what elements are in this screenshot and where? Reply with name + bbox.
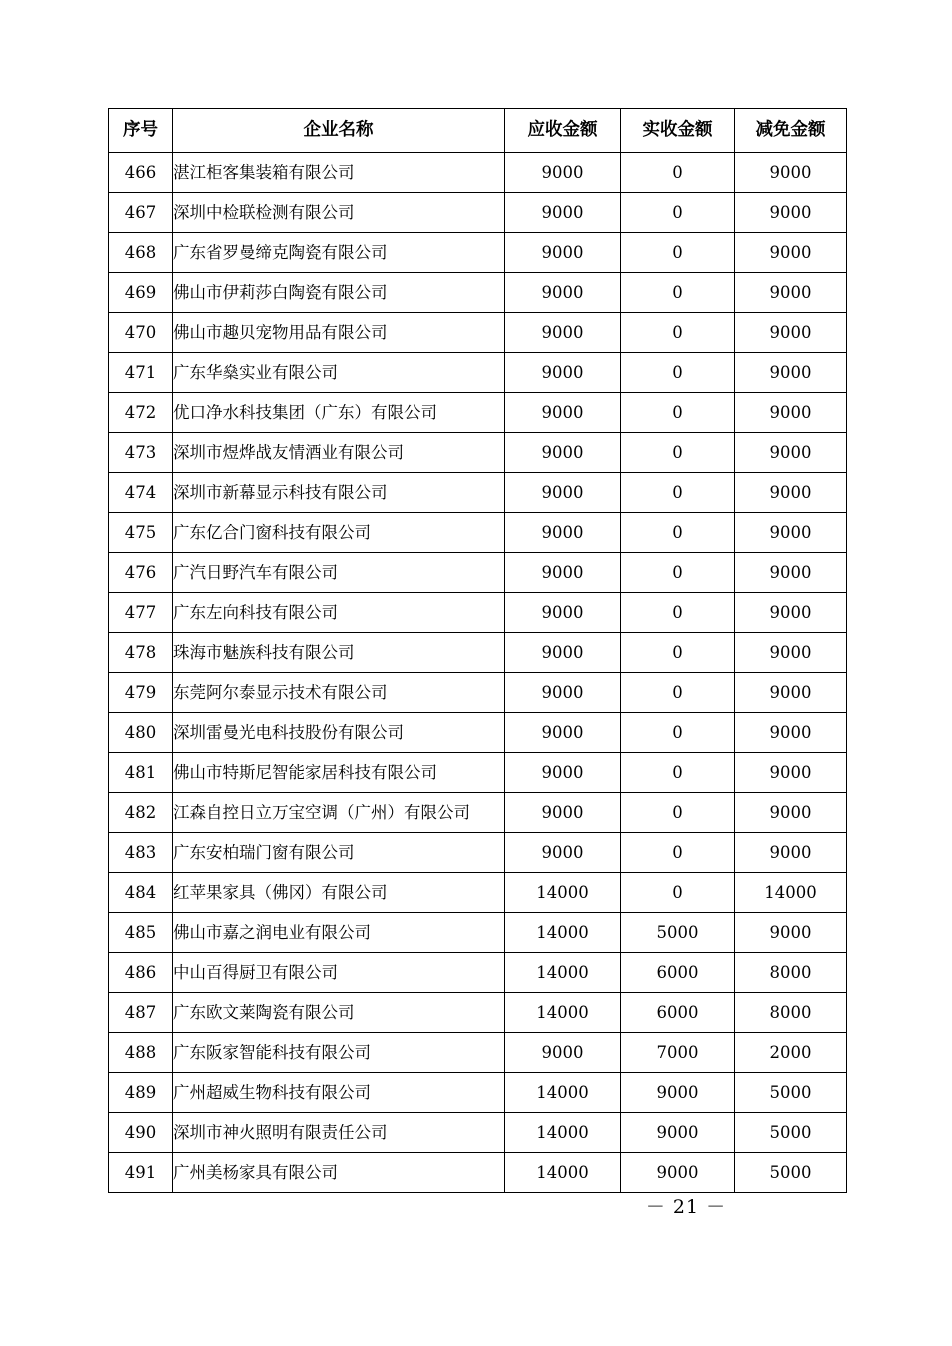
cell-index: 476 (109, 553, 173, 593)
cell-received-amount: 0 (621, 793, 735, 833)
cell-received-amount: 5000 (621, 913, 735, 953)
cell-reduction-amount: 9000 (735, 713, 847, 753)
table-header-row (109, 109, 847, 153)
cell-reduction-amount: 8000 (735, 953, 847, 993)
cell-company-name: 湛江柜客集装箱有限公司 (173, 153, 505, 193)
cell-reduction-amount: 9000 (735, 753, 847, 793)
cell-reduction-amount: 9000 (735, 473, 847, 513)
cell-reduction-amount: 9000 (735, 313, 847, 353)
cell-company-name: 广州超威生物科技有限公司 (173, 1073, 505, 1113)
cell-received-amount: 7000 (621, 1033, 735, 1073)
table-row (109, 393, 847, 433)
cell-index: 473 (109, 433, 173, 473)
cell-index: 471 (109, 353, 173, 393)
cell-received-amount: 0 (621, 753, 735, 793)
cell-receivable-amount: 14000 (505, 913, 621, 953)
page-number: － 21 － (645, 1196, 727, 1218)
cell-company-name: 东莞阿尔泰显示技术有限公司 (173, 673, 505, 713)
cell-reduction-amount: 8000 (735, 993, 847, 1033)
cell-receivable-amount: 9000 (505, 833, 621, 873)
fee-reduction-table-container (108, 108, 846, 1193)
cell-receivable-amount: 9000 (505, 753, 621, 793)
cell-receivable-amount: 9000 (505, 793, 621, 833)
column-header-received-amount: 实收金额 (621, 109, 735, 153)
cell-receivable-amount: 9000 (505, 713, 621, 753)
cell-index: 488 (109, 1033, 173, 1073)
cell-receivable-amount: 9000 (505, 433, 621, 473)
cell-reduction-amount: 9000 (735, 393, 847, 433)
cell-index: 481 (109, 753, 173, 793)
cell-reduction-amount: 9000 (735, 553, 847, 593)
cell-reduction-amount: 9000 (735, 273, 847, 313)
cell-received-amount: 0 (621, 593, 735, 633)
cell-received-amount: 0 (621, 473, 735, 513)
cell-company-name: 珠海市魅族科技有限公司 (173, 633, 505, 673)
cell-reduction-amount: 9000 (735, 793, 847, 833)
cell-company-name: 深圳中检联检测有限公司 (173, 193, 505, 233)
table-row (109, 953, 847, 993)
cell-index: 491 (109, 1153, 173, 1193)
cell-reduction-amount: 9000 (735, 233, 847, 273)
cell-received-amount: 9000 (621, 1113, 735, 1153)
cell-received-amount: 0 (621, 673, 735, 713)
table-row (109, 313, 847, 353)
cell-company-name: 广东华燊实业有限公司 (173, 353, 505, 393)
cell-receivable-amount: 14000 (505, 1153, 621, 1193)
cell-received-amount: 0 (621, 393, 735, 433)
cell-company-name: 深圳市煜烨战友情酒业有限公司 (173, 433, 505, 473)
cell-company-name: 佛山市伊莉莎白陶瓷有限公司 (173, 273, 505, 313)
cell-receivable-amount: 9000 (505, 673, 621, 713)
cell-index: 485 (109, 913, 173, 953)
cell-index: 472 (109, 393, 173, 433)
table-header (109, 109, 847, 153)
cell-receivable-amount: 9000 (505, 353, 621, 393)
cell-index: 490 (109, 1113, 173, 1153)
cell-reduction-amount: 9000 (735, 193, 847, 233)
cell-company-name: 广东亿合门窗科技有限公司 (173, 513, 505, 553)
table-row (109, 993, 847, 1033)
cell-receivable-amount: 9000 (505, 273, 621, 313)
table-row (109, 833, 847, 873)
cell-company-name: 深圳雷曼光电科技股份有限公司 (173, 713, 505, 753)
cell-index: 478 (109, 633, 173, 673)
cell-company-name: 广东安柏瑞门窗有限公司 (173, 833, 505, 873)
cell-company-name: 广东左向科技有限公司 (173, 593, 505, 633)
cell-received-amount: 0 (621, 353, 735, 393)
cell-receivable-amount: 9000 (505, 393, 621, 433)
table-row (109, 353, 847, 393)
cell-index: 483 (109, 833, 173, 873)
cell-receivable-amount: 9000 (505, 553, 621, 593)
cell-company-name: 广东阪家智能科技有限公司 (173, 1033, 505, 1073)
cell-receivable-amount: 9000 (505, 193, 621, 233)
column-header-company-name: 企业名称 (173, 109, 505, 153)
cell-company-name: 广汽日野汽车有限公司 (173, 553, 505, 593)
column-header-reduction-amount: 减免金额 (735, 109, 847, 153)
cell-received-amount: 0 (621, 313, 735, 353)
cell-index: 484 (109, 873, 173, 913)
cell-received-amount: 0 (621, 153, 735, 193)
cell-receivable-amount: 14000 (505, 1113, 621, 1153)
table-row (109, 1033, 847, 1073)
table-row (109, 593, 847, 633)
cell-company-name: 优口净水科技集团（广东）有限公司 (173, 393, 505, 433)
cell-receivable-amount: 9000 (505, 1033, 621, 1073)
cell-company-name: 广东省罗曼缔克陶瓷有限公司 (173, 233, 505, 273)
fee-reduction-table (108, 108, 847, 1193)
page-footer (0, 1192, 952, 1219)
cell-company-name: 广东欧文莱陶瓷有限公司 (173, 993, 505, 1033)
cell-index: 470 (109, 313, 173, 353)
cell-reduction-amount: 2000 (735, 1033, 847, 1073)
cell-received-amount: 9000 (621, 1153, 735, 1193)
cell-receivable-amount: 9000 (505, 633, 621, 673)
table-row (109, 1073, 847, 1113)
table-row (109, 233, 847, 273)
cell-receivable-amount: 14000 (505, 953, 621, 993)
cell-reduction-amount: 9000 (735, 153, 847, 193)
cell-received-amount: 6000 (621, 953, 735, 993)
cell-company-name: 红苹果家具（佛冈）有限公司 (173, 873, 505, 913)
table-row (109, 1153, 847, 1193)
cell-received-amount: 0 (621, 433, 735, 473)
table-row (109, 553, 847, 593)
cell-reduction-amount: 9000 (735, 513, 847, 553)
cell-index: 477 (109, 593, 173, 633)
cell-reduction-amount: 9000 (735, 833, 847, 873)
cell-company-name: 佛山市趣贝宠物用品有限公司 (173, 313, 505, 353)
cell-reduction-amount: 9000 (735, 633, 847, 673)
cell-receivable-amount: 14000 (505, 873, 621, 913)
table-row (109, 713, 847, 753)
cell-company-name: 深圳市神火照明有限责任公司 (173, 1113, 505, 1153)
cell-receivable-amount: 9000 (505, 473, 621, 513)
table-row (109, 193, 847, 233)
table-row (109, 513, 847, 553)
cell-received-amount: 9000 (621, 1073, 735, 1113)
cell-received-amount: 0 (621, 833, 735, 873)
table-row (109, 473, 847, 513)
table-row (109, 913, 847, 953)
cell-reduction-amount: 5000 (735, 1153, 847, 1193)
cell-index: 468 (109, 233, 173, 273)
cell-index: 474 (109, 473, 173, 513)
cell-received-amount: 0 (621, 513, 735, 553)
cell-receivable-amount: 14000 (505, 993, 621, 1033)
cell-received-amount: 6000 (621, 993, 735, 1033)
cell-index: 489 (109, 1073, 173, 1113)
cell-index: 475 (109, 513, 173, 553)
cell-receivable-amount: 9000 (505, 233, 621, 273)
column-header-index: 序号 (109, 109, 173, 153)
cell-company-name: 中山百得厨卫有限公司 (173, 953, 505, 993)
table-body (109, 153, 847, 1193)
table-row (109, 753, 847, 793)
column-header-receivable-amount: 应收金额 (505, 109, 621, 153)
cell-received-amount: 0 (621, 633, 735, 673)
cell-receivable-amount: 14000 (505, 1073, 621, 1113)
table-row (109, 633, 847, 673)
cell-reduction-amount: 14000 (735, 873, 847, 913)
cell-company-name: 佛山市特斯尼智能家居科技有限公司 (173, 753, 505, 793)
cell-index: 466 (109, 153, 173, 193)
cell-received-amount: 0 (621, 873, 735, 913)
cell-company-name: 佛山市嘉之润电业有限公司 (173, 913, 505, 953)
cell-reduction-amount: 9000 (735, 593, 847, 633)
cell-index: 467 (109, 193, 173, 233)
cell-received-amount: 0 (621, 713, 735, 753)
cell-index: 487 (109, 993, 173, 1033)
cell-receivable-amount: 9000 (505, 593, 621, 633)
cell-reduction-amount: 9000 (735, 913, 847, 953)
cell-index: 480 (109, 713, 173, 753)
table-row (109, 673, 847, 713)
table-row (109, 873, 847, 913)
cell-index: 482 (109, 793, 173, 833)
cell-receivable-amount: 9000 (505, 153, 621, 193)
cell-reduction-amount: 9000 (735, 353, 847, 393)
cell-index: 486 (109, 953, 173, 993)
cell-receivable-amount: 9000 (505, 513, 621, 553)
table-row (109, 153, 847, 193)
cell-reduction-amount: 9000 (735, 433, 847, 473)
cell-company-name: 深圳市新幕显示科技有限公司 (173, 473, 505, 513)
cell-index: 469 (109, 273, 173, 313)
cell-reduction-amount: 5000 (735, 1113, 847, 1153)
table-row (109, 433, 847, 473)
table-row (109, 793, 847, 833)
cell-index: 479 (109, 673, 173, 713)
cell-received-amount: 0 (621, 193, 735, 233)
cell-reduction-amount: 5000 (735, 1073, 847, 1113)
cell-reduction-amount: 9000 (735, 673, 847, 713)
cell-company-name: 广州美杨家具有限公司 (173, 1153, 505, 1193)
cell-received-amount: 0 (621, 553, 735, 593)
table-row (109, 1113, 847, 1153)
cell-company-name: 江森自控日立万宝空调（广州）有限公司 (173, 793, 505, 833)
cell-receivable-amount: 9000 (505, 313, 621, 353)
cell-received-amount: 0 (621, 273, 735, 313)
table-row (109, 273, 847, 313)
cell-received-amount: 0 (621, 233, 735, 273)
